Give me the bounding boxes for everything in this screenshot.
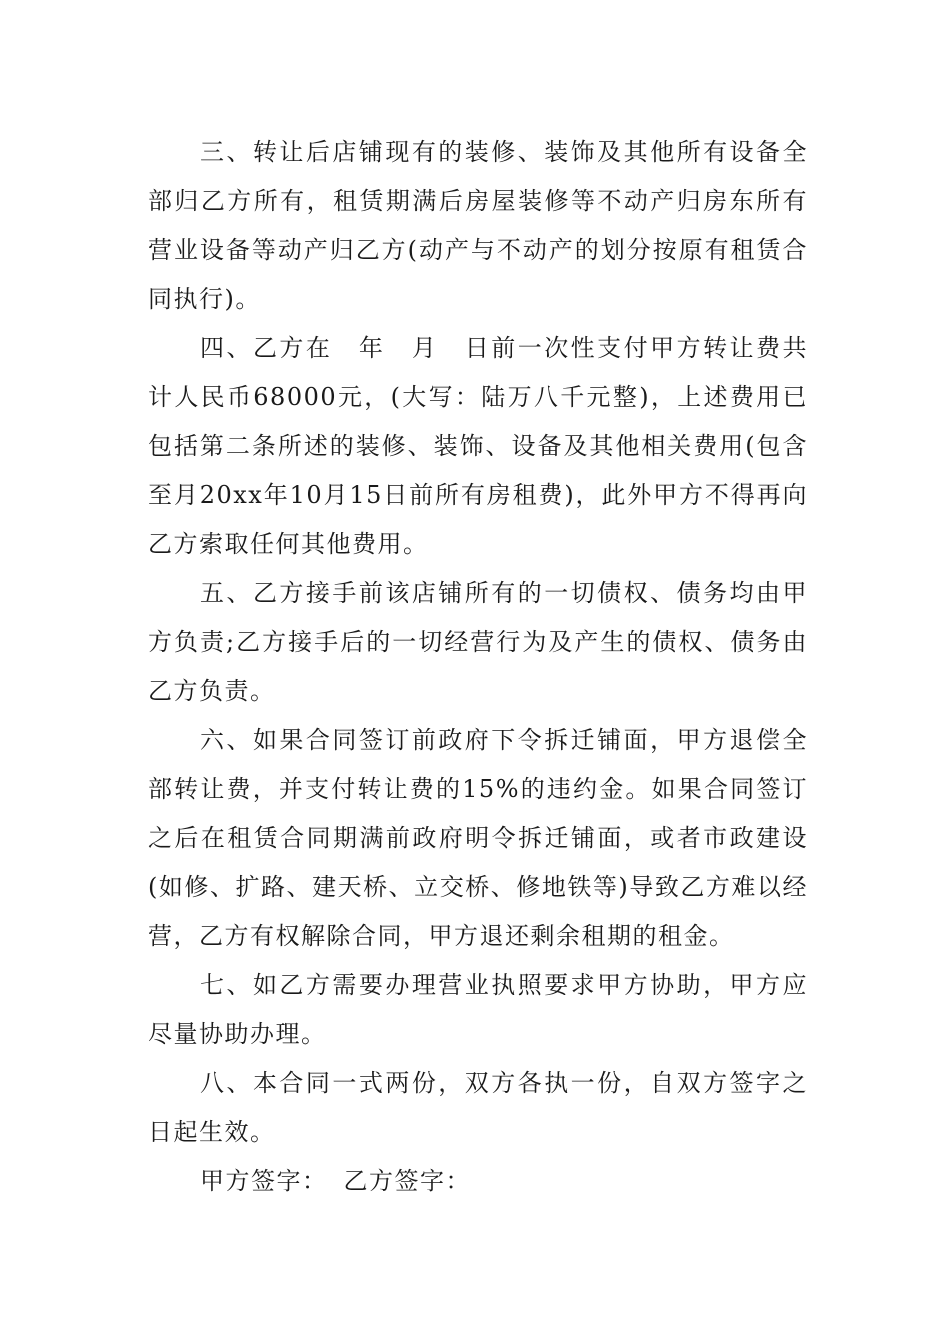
party-a-signature-label: 甲方签字： <box>200 1167 328 1195</box>
clause-5: 五、乙方接手前该店铺所有的一切债权、债务均由甲方负责;乙方接手后的一切经营行为及产生的债权、债务由乙方负责。 <box>148 579 808 705</box>
clause-7: 七、如乙方需要办理营业执照要求甲方协助，甲方应尽量协助办理。 <box>148 971 808 1048</box>
clause-8: 八、本合同一式两份，双方各执一份，自双方签字之日起生效。 <box>148 1069 808 1146</box>
clause-4: 四、乙方在 年 月 日前一次性支付甲方转让费共计人民币68000元，(大写：陆万八千元整)，上述费用已包括第二条所述的装修、装饰、设备及其他相关费用(包含至月20xx年10月15日前所有房租费)，此外甲方不得再向乙方索取任何其他费用。 <box>148 334 808 558</box>
contract-body <box>148 128 808 1206</box>
party-b-signature-label: 乙方签字： <box>343 1167 471 1195</box>
clause-6: 六、如果合同签订前政府下令拆迁铺面，甲方退偿全部转让费，并支付转让费的15%的违约金。如果合同签订之后在租赁合同期满前政府明令拆迁铺面，或者市政建设(如修、扩路、建天桥、立交桥、修地铁等)导致乙方难以经营，乙方有权解除合同，甲方退还剩余租期的租金。 <box>148 726 808 950</box>
clause-3: 三、转让后店铺现有的装修、装饰及其他所有设备全部归乙方所有，租赁期满后房屋装修等不动产归房东所有营业设备等动产归乙方(动产与不动产的划分按原有租赁合同执行)。 <box>148 138 808 313</box>
signature-line <box>148 1157 808 1206</box>
